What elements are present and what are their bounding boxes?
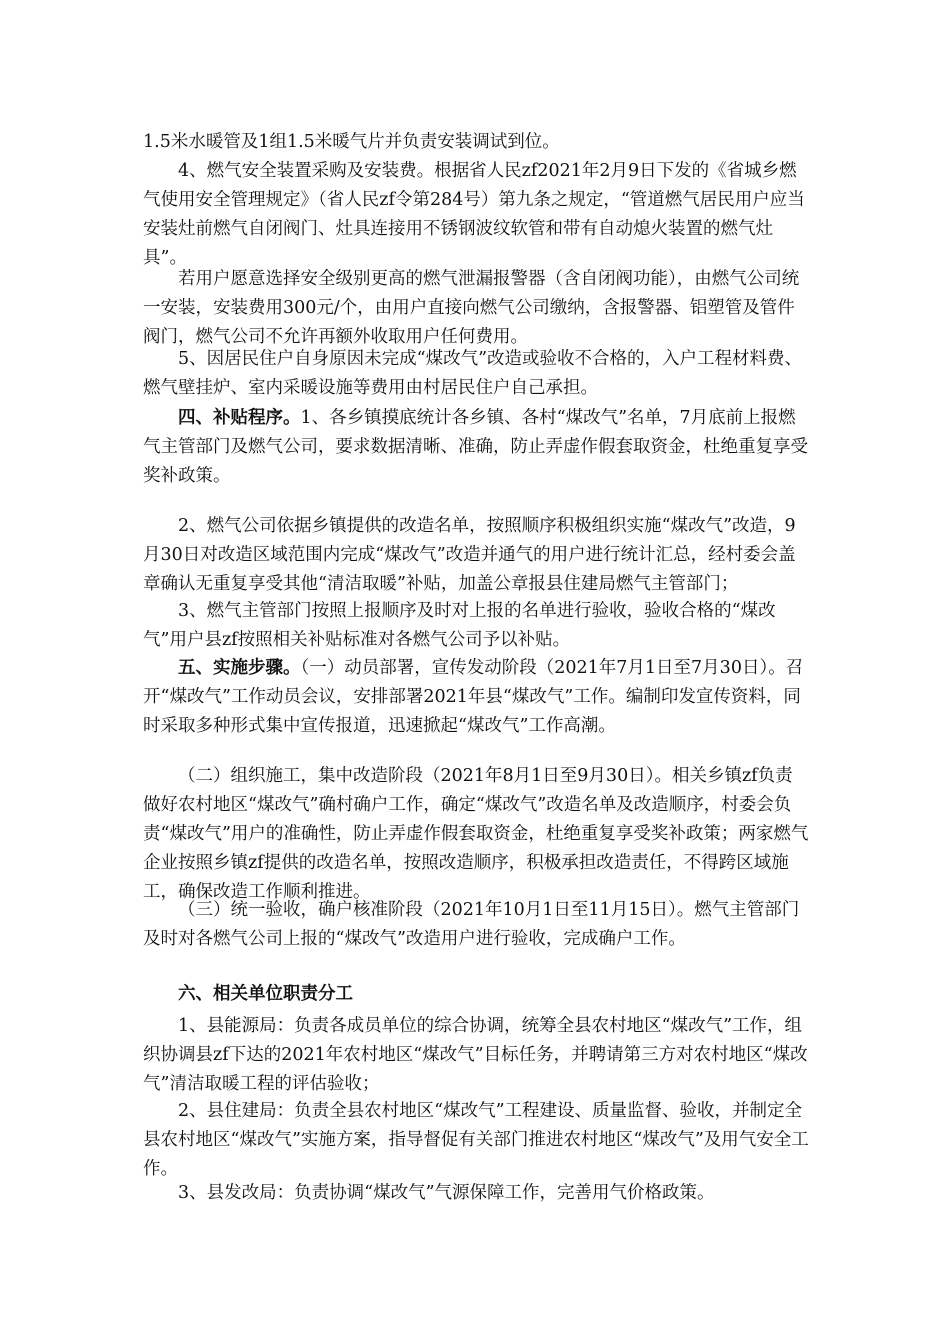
section-heading: 五、实施步骤。	[178, 658, 301, 678]
paragraph-gas-safety-device	[143, 157, 809, 273]
paragraph-text: 2、燃气公司依据乡镇提供的改造名单，按照顺序积极组织实施“煤改气”改造，9月30日对改造区域范围内完成“煤改气”改造并通气的用户进行统计汇总，经村委会盖章确认无重复享受其他“清洁取暖”补贴，加盖公章报县住建局燃气主管部门；	[143, 516, 796, 594]
paragraph-acceptance-stage	[143, 896, 809, 954]
paragraph-gas-company-list	[143, 512, 809, 599]
paragraph-text: 1、县能源局：负责各成员单位的综合协调，统筹全县农村地区“煤改气”工作，组织协调县zf下达的2021年农村地区“煤改气”目标任务，并聘请第三方对农村地区“煤改气”清洁取暖工程的评估验收；	[143, 1016, 808, 1094]
paragraph-housing-bureau	[143, 1097, 809, 1184]
section-subsidy-procedure	[143, 404, 809, 491]
paragraph-text: （三）统一验收，确户核准阶段（2021年10月1日至11月15日）。燃气主管部门及时对各燃气公司上报的“煤改气”改造用户进行验收，完成确户工作。	[143, 900, 800, 949]
paragraph-leak-alarm	[143, 265, 809, 352]
paragraph-text: 1.5米水暖管及1组1.5米暖气片并负责安装调试到位。	[143, 132, 560, 152]
paragraph-development-bureau	[143, 1179, 809, 1208]
paragraph-text: 3、县发改局：负责协调“煤改气”气源保障工作，完善用气价格政策。	[178, 1183, 715, 1203]
paragraph-text: 若用户愿意选择安全级别更高的燃气泄漏报警器（含自闭阀功能），由燃气公司统一安装，安装费用300元/个，由用户直接向燃气公司缴纳，含报警器、铝塑管及管件阀门，燃气公司不允许再额外收取用户任何费用。	[143, 269, 800, 347]
section-heading: 四、补贴程序。	[178, 408, 301, 428]
paragraph-text: 5、因居民住户自身原因未完成“煤改气”改造或验收不合格的，入户工程材料费、燃气壁挂炉、室内采暖设施等费用由村居民住户自己承担。	[143, 349, 803, 398]
section-heading: 六、相关单位职责分工	[178, 984, 353, 1004]
paragraph-energy-bureau	[143, 1012, 809, 1099]
paragraph-unfinished-cost	[143, 345, 809, 403]
paragraph-acceptance	[143, 597, 809, 655]
paragraph-text: 4、燃气安全装置采购及安装费。根据省人民zf2021年2月9日下发的《省城乡燃气使用安全管理规定》（省人民zf令第284号）第九条之规定，“管道燃气居民用户应当安装灶前燃气自闭阀门、灶具连接用不锈钢波纹软管和带有自动熄火装置的燃气灶具”。	[143, 161, 805, 268]
paragraph-text: 2、县住建局：负责全县农村地区“煤改气”工程建设、质量监督、验收，并制定全县农村地区“煤改气”实施方案，指导督促有关部门推进农村地区“煤改气”及用气安全工作。	[143, 1101, 809, 1179]
paragraph-construction-stage	[143, 762, 809, 907]
paragraph-text: 1、各乡镇摸底统计各乡镇、各村“煤改气”名单，7月底前上报燃气主管部门及燃气公司，要求数据清晰、准确，防止弄虚作假套取资金，杜绝重复享受奖补政策。	[143, 408, 808, 486]
section-implementation-steps	[143, 654, 809, 741]
paragraph-continuation	[143, 128, 809, 157]
section-responsibilities	[143, 980, 809, 1009]
paragraph-text: 3、燃气主管部门按照上报顺序及时对上报的名单进行验收，验收合格的“煤改气”用户县zf按照相关补贴标准对各燃气公司予以补贴。	[143, 601, 776, 650]
paragraph-text: （二）组织施工，集中改造阶段（2021年8月1日至9月30日）。相关乡镇zf负责做好农村地区“煤改气”确村确户工作，确定“煤改气”改造名单及改造顺序，村委会负责“煤改气”用户的准确性，防止弄虚作假套取资金，杜绝重复享受奖补政策；两家燃气企业按照乡镇zf提供的改造名单，按照改造顺序，积极承担改造责任，不得跨区域施工，确保改造工作顺利推进。	[143, 766, 809, 902]
paragraph-text: （一）动员部署，宣传发动阶段（2021年7月1日至7月30日）。召开“煤改气”工作动员会议，安排部署2021年县“煤改气”工作。编制印发宣传资料，同时采取多种形式集中宣传报道，迅速掀起“煤改气”工作高潮。	[143, 658, 804, 736]
